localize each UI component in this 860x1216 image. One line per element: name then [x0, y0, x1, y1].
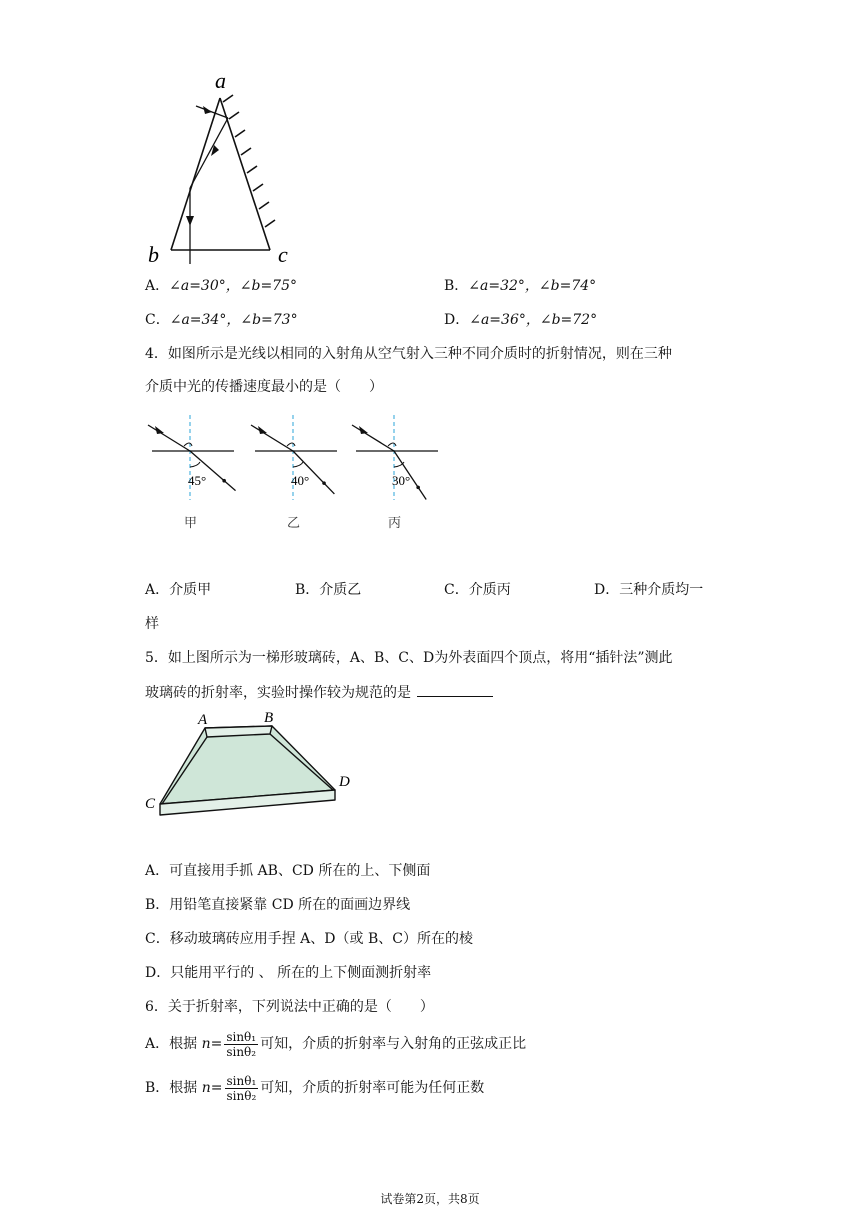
q5-stem-line1: 5．如上图所示为一梯形玻璃砖，A、B、C、D为外表面四个顶点，将用“插针法”测此 [145, 650, 673, 666]
q4-option-d-cont: 样 [145, 616, 159, 632]
q6-stem: 6．关于折射率，下列说法中正确的是（ ） [145, 999, 434, 1015]
q5-option-c[interactable]: C．移动玻璃砖应用手捏 A、D（或 B、C）所在的棱 [145, 931, 473, 947]
q5-stem-line2: 玻璃砖的折射率，实验时操作较为规范的是 [145, 682, 493, 703]
q4-option-d[interactable]: D．三种介质均一 [594, 582, 704, 598]
q4-option-c[interactable]: C．介质丙 [444, 582, 511, 598]
formula-fraction: $\frac{\text{sinθ₁}}{\text{sinθ₂}}$ [226, 1073, 257, 1103]
vertex-label-b: b [148, 242, 159, 267]
formula-fraction: $\frac{\text{sinθ₁}}{\text{sinθ₂}}$ [226, 1029, 257, 1059]
q5-option-b[interactable]: B．用铅笔直接紧靠 CD 所在的面画边界线 [145, 897, 411, 913]
page-footer: 试卷第2页，共8页 [380, 1192, 480, 1206]
refraction-angle-label: 40° [291, 473, 310, 488]
vertex-label-a: a [215, 68, 226, 93]
q4-option-a[interactable]: A．介质甲 [145, 582, 212, 598]
q5-option-a[interactable]: A．可直接用手抓 AB、CD 所在的上、下侧面 [145, 863, 431, 879]
q6-option-a[interactable]: A．根据 n= $\frac{\text{sinθ₁}}{\text{sinθ₂}}$ 可知，介质的折射率与入射角的正弦成正比 [145, 1029, 527, 1059]
q4-stem-line1: 4．如图所示是光线以相同的入射角从空气射入三种不同介质时的折射情况，则在三种 [145, 346, 672, 362]
refraction-angle-label: 30° [392, 473, 411, 488]
vertex-label-D: D [339, 774, 350, 790]
vertex-label-A: A [198, 712, 208, 728]
q4-option-b[interactable]: B．介质乙 [295, 582, 362, 598]
q3-option-c[interactable]: C．∠a=34°，∠b=73° [145, 312, 298, 328]
q4-stem-line2: 介质中光的传播速度最小的是（ ） [145, 379, 383, 395]
medium-label: 丙 [388, 516, 402, 531]
q3-option-a[interactable]: A．∠a=30°，∠b=75° [145, 278, 297, 294]
vertex-label-B: B [264, 710, 274, 726]
vertex-label-c: c [278, 242, 288, 267]
medium-label: 乙 [287, 516, 301, 531]
q3-option-d[interactable]: D．∠a=36°，∠b=72° [444, 312, 598, 328]
vertex-label-C: C [145, 796, 156, 812]
q5-option-d[interactable]: D．只能用平行的 、 所在的上下侧面测折射率 [145, 965, 432, 981]
q6-option-b[interactable]: B．根据 n= $\frac{\text{sinθ₁}}{\text{sinθ₂}}$ 可知，介质的折射率可能为任何正数 [145, 1073, 485, 1103]
q3-option-b[interactable]: B．∠a=32°，∠b=74° [444, 278, 597, 294]
refraction-angle-label: 45° [188, 473, 207, 488]
medium-label: 甲 [184, 516, 198, 531]
